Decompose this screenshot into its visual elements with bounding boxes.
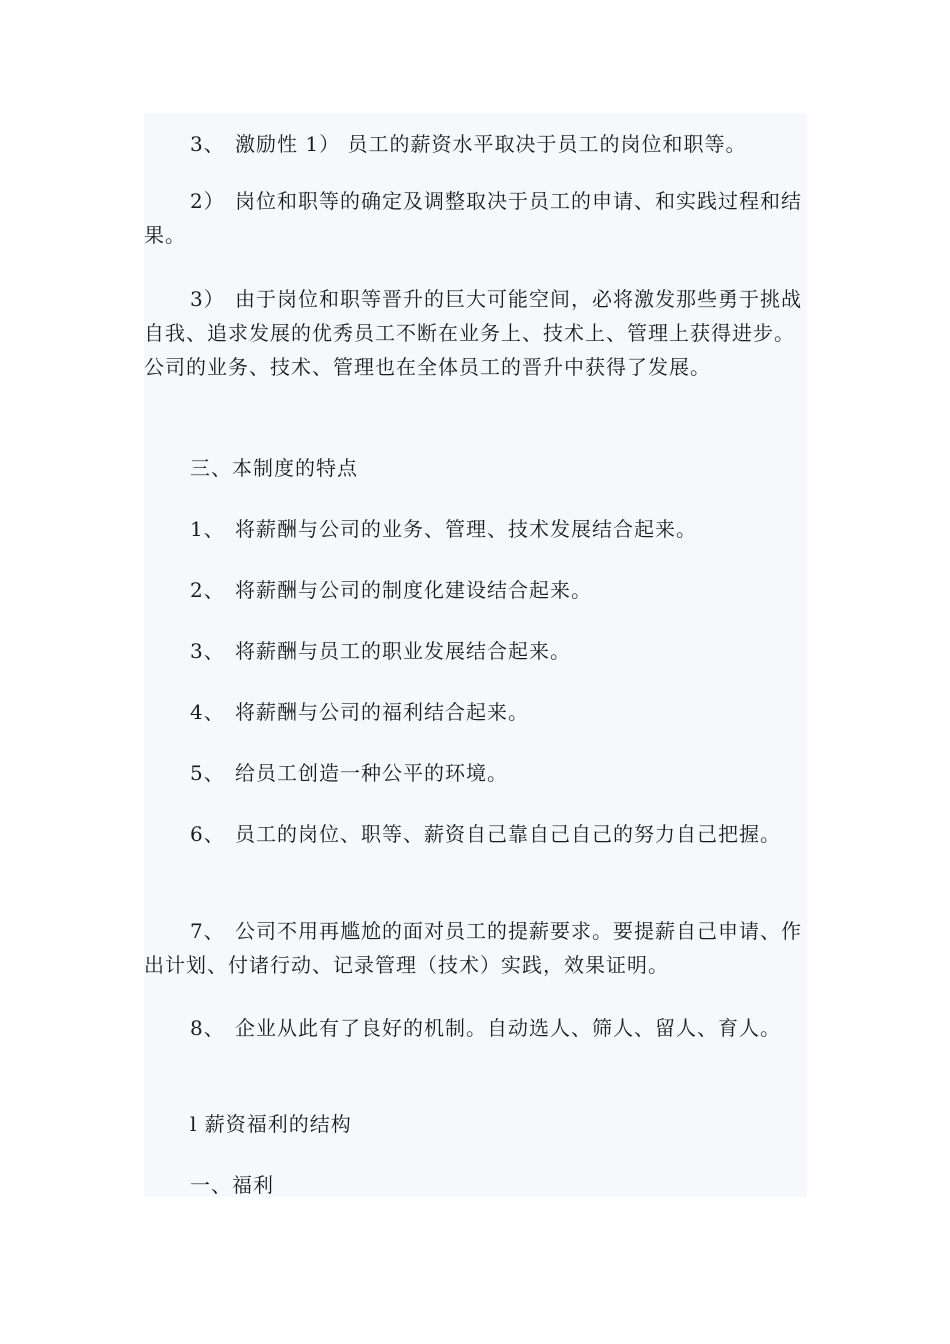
- paragraph-text: 激励性 1） 员工的薪资水平取决于员工的岗位和职等。: [235, 132, 747, 156]
- feature-item-4: [144, 695, 807, 729]
- paragraph-number: 5、: [190, 761, 225, 785]
- paragraph-number: 3、: [190, 132, 225, 156]
- paragraph-text: 企业从此有了良好的机制。自动选人、筛人、留人、育人。: [235, 1016, 781, 1040]
- feature-item-2: [144, 573, 807, 607]
- paragraph-text: 给员工创造一种公平的环境。: [235, 761, 508, 785]
- heading-text: 三、本制度的特点: [190, 456, 358, 480]
- paragraph-text: 将薪酬与公司的业务、管理、技术发展结合起来。: [235, 517, 697, 541]
- section-heading-features: [144, 451, 807, 485]
- feature-item-7: [144, 914, 807, 982]
- paragraph-number: 2、: [190, 578, 225, 602]
- paragraph-incentive: [144, 127, 807, 161]
- paragraph-text: 由于岗位和职等晋升的巨大可能空间，必将激发那些勇于挑战自我、追求发展的优秀员工不断在业务上、技术上、管理上获得进步。公司的业务、技术、管理也在全体员工的晋升中获得了发展。: [144, 287, 802, 379]
- paragraph-number: 3）: [190, 287, 225, 311]
- paragraph-text: 将薪酬与公司的制度化建设结合起来。: [235, 578, 592, 602]
- paragraph-text: 员工的岗位、职等、薪资自己靠自己自己的努力自己把握。: [235, 822, 781, 846]
- feature-item-6: [144, 817, 807, 851]
- heading-text: 一、福利: [190, 1173, 274, 1197]
- paragraph-item-3: [144, 282, 807, 384]
- feature-item-5: [144, 756, 807, 790]
- paragraph-number: 8、: [190, 1016, 225, 1040]
- paragraph-number: 3、: [190, 639, 225, 663]
- paragraph-text: 将薪酬与员工的职业发展结合起来。: [235, 639, 571, 663]
- section-heading-salary-structure: [144, 1107, 807, 1141]
- feature-item-3: [144, 634, 807, 668]
- heading-text: l 薪资福利的结构: [190, 1112, 352, 1136]
- paragraph-text: 公司不用再尴尬的面对员工的提薪要求。要提薪自己申请、作出计划、付诸行动、记录管理（技术）实践，效果证明。: [144, 919, 802, 977]
- paragraph-number: 7、: [190, 919, 225, 943]
- paragraph-text: 将薪酬与公司的福利结合起来。: [235, 700, 529, 724]
- paragraph-item-2: [144, 184, 807, 252]
- feature-item-8: [144, 1011, 807, 1045]
- paragraph-text: 岗位和职等的确定及调整取决于员工的申请、和实践过程和结果。: [144, 189, 802, 247]
- paragraph-number: 6、: [190, 822, 225, 846]
- paragraph-number: 4、: [190, 700, 225, 724]
- feature-item-1: [144, 512, 807, 546]
- paragraph-number: 1、: [190, 517, 225, 541]
- paragraph-number: 2）: [190, 189, 225, 213]
- section-heading-welfare: [144, 1168, 807, 1202]
- document-body: [144, 113, 807, 1197]
